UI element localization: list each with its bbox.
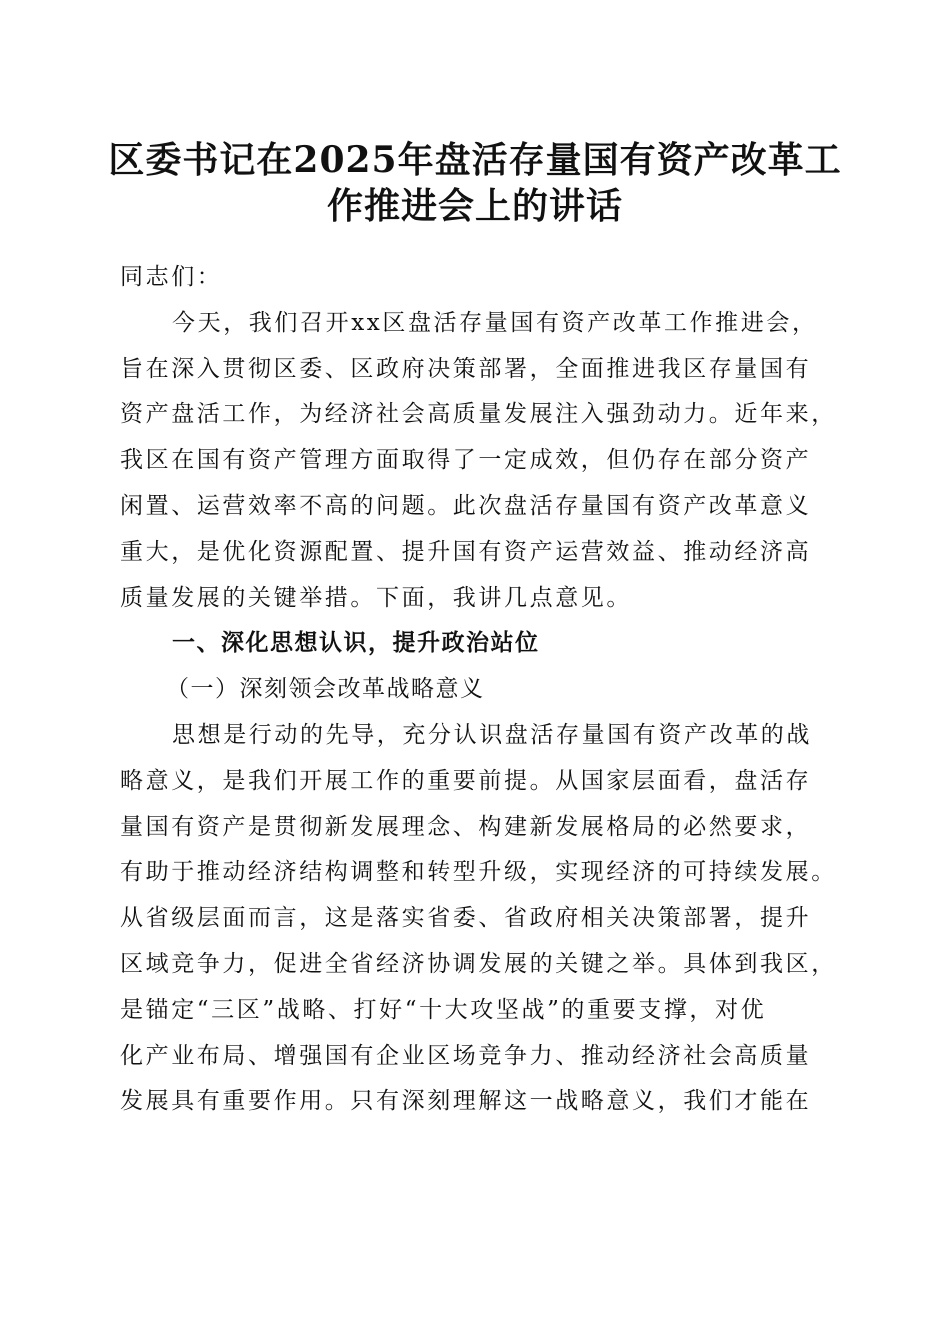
text-line: 略意义，是我们开展工作的重要前提。从国家层面看，盘活存 [120,767,812,794]
document-title [100,137,850,229]
text-line: 是锚定“三区”战略、打好“十大攻坚战”的重要支撑，对优 [120,996,767,1023]
intro-paragraph [120,301,840,622]
text-line: 有助于推动经济结构调整和转型升级，实现经济的可持续发展。 [120,859,837,886]
title-line: 区委书记在2025年盘活存量国有资产改革工 [108,139,842,181]
section-heading: 一、深化思想认识，提升政治站位 [172,630,540,657]
text-line: 化产业布局、增强国有企业区场竞争力、推动经济社会高质量 [120,1042,812,1069]
text-line: 质量发展的关键举措。下面，我讲几点意见。 [120,584,632,611]
title-line: 作推进会上的讲话 [326,185,623,227]
text-line: 旨在深入贯彻区委、区政府决策部署，全面推进我区存量国有 [120,355,812,382]
text-line: 今天，我们召开xx区盘活存量国有资产改革工作推进会， [172,309,818,336]
text-line: 闲置、运营效率不高的问题。此次盘活存量国有资产改革意义 [120,492,812,519]
text-line: 区域竞争力，促进全省经济协调发展的关键之举。具体到我区， [120,950,837,977]
salutation: 同志们： [120,264,223,290]
text-line: 重大，是优化资源配置、提升国有资产运营效益、推动经济高 [120,538,812,565]
text-line: 我区在国有资产管理方面取得了一定成效，但仍存在部分资产 [120,447,812,474]
text-line: 量国有资产是贯彻新发展理念、构建新发展格局的必然要求， [120,813,812,840]
text-line: 思想是行动的先导，充分认识盘活存量国有资产改革的战 [172,721,812,748]
body-paragraph [120,713,840,1125]
text-line: 发展具有重要作用。只有深刻理解这一战略意义，我们才能在 [120,1088,812,1115]
document-body [120,255,840,1125]
text-line: 资产盘活工作，为经济社会高质量发展注入强劲动力。近年来， [120,401,837,428]
subsection-heading: （一）深刻领会改革战略意义 [166,676,485,703]
text-line: 从省级层面而言，这是落实省委、省政府相关决策部署，提升 [120,905,812,932]
